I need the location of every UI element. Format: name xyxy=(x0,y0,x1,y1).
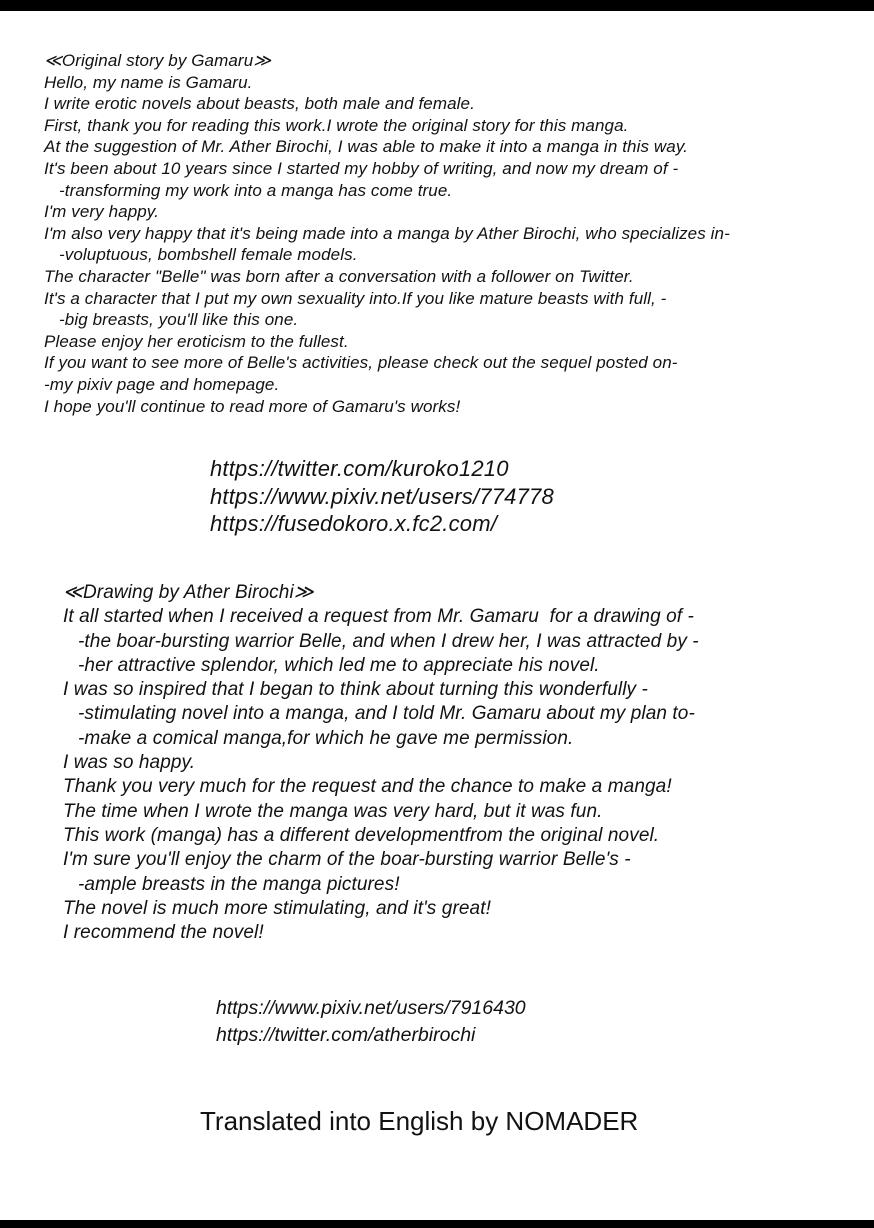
text-line: https://fusedokoro.x.fc2.com/ xyxy=(210,511,498,536)
text-line: If you want to see more of Belle's activities, please check out the sequel posted on- xyxy=(44,353,678,373)
text-line: It's a character that I put my own sexuality into.If you like mature beasts with full, - xyxy=(44,288,667,308)
text-line: I hope you'll continue to read more of Gamaru's works! xyxy=(44,396,461,416)
text-line: I recommend the novel! xyxy=(63,922,264,944)
text-line: I write erotic novels about beasts, both male and female. xyxy=(44,94,475,114)
text-line: It all started when I received a request from Mr. Gamaru for a drawing of - xyxy=(63,606,694,628)
text-line: Hello, my name is Gamaru. xyxy=(44,72,253,92)
text-line: -make a comical manga,for which he gave me permission. xyxy=(78,727,574,749)
text-line: https://twitter.com/kuroko1210 xyxy=(210,456,509,481)
text-line: -my pixiv page and homepage. xyxy=(44,374,280,394)
text-line: Thank you very much for the request and the chance to make a manga! xyxy=(63,776,672,798)
text-line: https://www.pixiv.net/users/774778 xyxy=(210,483,554,509)
top-border-bar xyxy=(0,0,874,11)
text-line: I was so inspired that I began to think about turning this wonderfully - xyxy=(63,679,648,701)
drawing-heading: ≪Drawing by Ather Birochi≫ xyxy=(63,582,314,603)
author-links-block xyxy=(210,455,554,538)
text-line: -her attractive splendor, which led me to appreciate his novel. xyxy=(78,654,600,676)
text-line: At the suggestion of Mr. Ather Birochi, I was able to make it into a manga in this way. xyxy=(44,137,688,157)
original-story-lines xyxy=(44,72,864,418)
text-line: -the boar-bursting warrior Belle, and when I drew her, I was attracted by - xyxy=(78,630,699,652)
text-line: -ample breasts in the manga pictures! xyxy=(78,873,400,895)
text-line: First, thank you for reading this work.I wrote the original story for this manga. xyxy=(44,115,629,135)
text-line: I'm also very happy that it's being made into a manga by Ather Birochi, who specializes in- xyxy=(44,223,730,243)
translator-credit: Translated into English by NOMADER xyxy=(200,1106,639,1136)
text-line: I was so happy. xyxy=(63,752,196,774)
text-line: https://www.pixiv.net/users/7916430 xyxy=(216,997,526,1019)
drawing-section xyxy=(63,581,864,945)
text-line: -big breasts, you'll like this one. xyxy=(59,310,299,330)
text-line: I'm sure you'll enjoy the charm of the boar-bursting warrior Belle's - xyxy=(63,849,631,871)
text-line: This work (manga) has a different developmentfrom the original novel. xyxy=(63,824,660,846)
drawing-lines xyxy=(63,605,864,945)
original-story-section xyxy=(44,50,864,417)
text-line: Please enjoy her eroticism to the fullest. xyxy=(44,331,349,351)
original-story-heading: ≪Original story by Gamaru≫ xyxy=(44,51,272,70)
bottom-border-bar xyxy=(0,1220,874,1228)
text-line: It's been about 10 years since I started my hobby of writing, and now my dream of - xyxy=(44,158,679,178)
artist-links-block xyxy=(216,995,526,1049)
text-line: The novel is much more stimulating, and it's great! xyxy=(63,897,491,919)
text-line: -voluptuous, bombshell female models. xyxy=(59,245,358,265)
text-line: The time when I wrote the manga was very hard, but it was fun. xyxy=(63,800,603,822)
text-line: https://twitter.com/atherbirochi xyxy=(216,1024,476,1046)
text-line: -stimulating novel into a manga, and I told Mr. Gamaru about my plan to- xyxy=(78,703,695,725)
text-line: The character "Belle" was born after a conversation with a follower on Twitter. xyxy=(44,266,634,286)
text-line: I'm very happy. xyxy=(44,202,159,222)
text-line: -transforming my work into a manga has come true. xyxy=(59,180,453,200)
